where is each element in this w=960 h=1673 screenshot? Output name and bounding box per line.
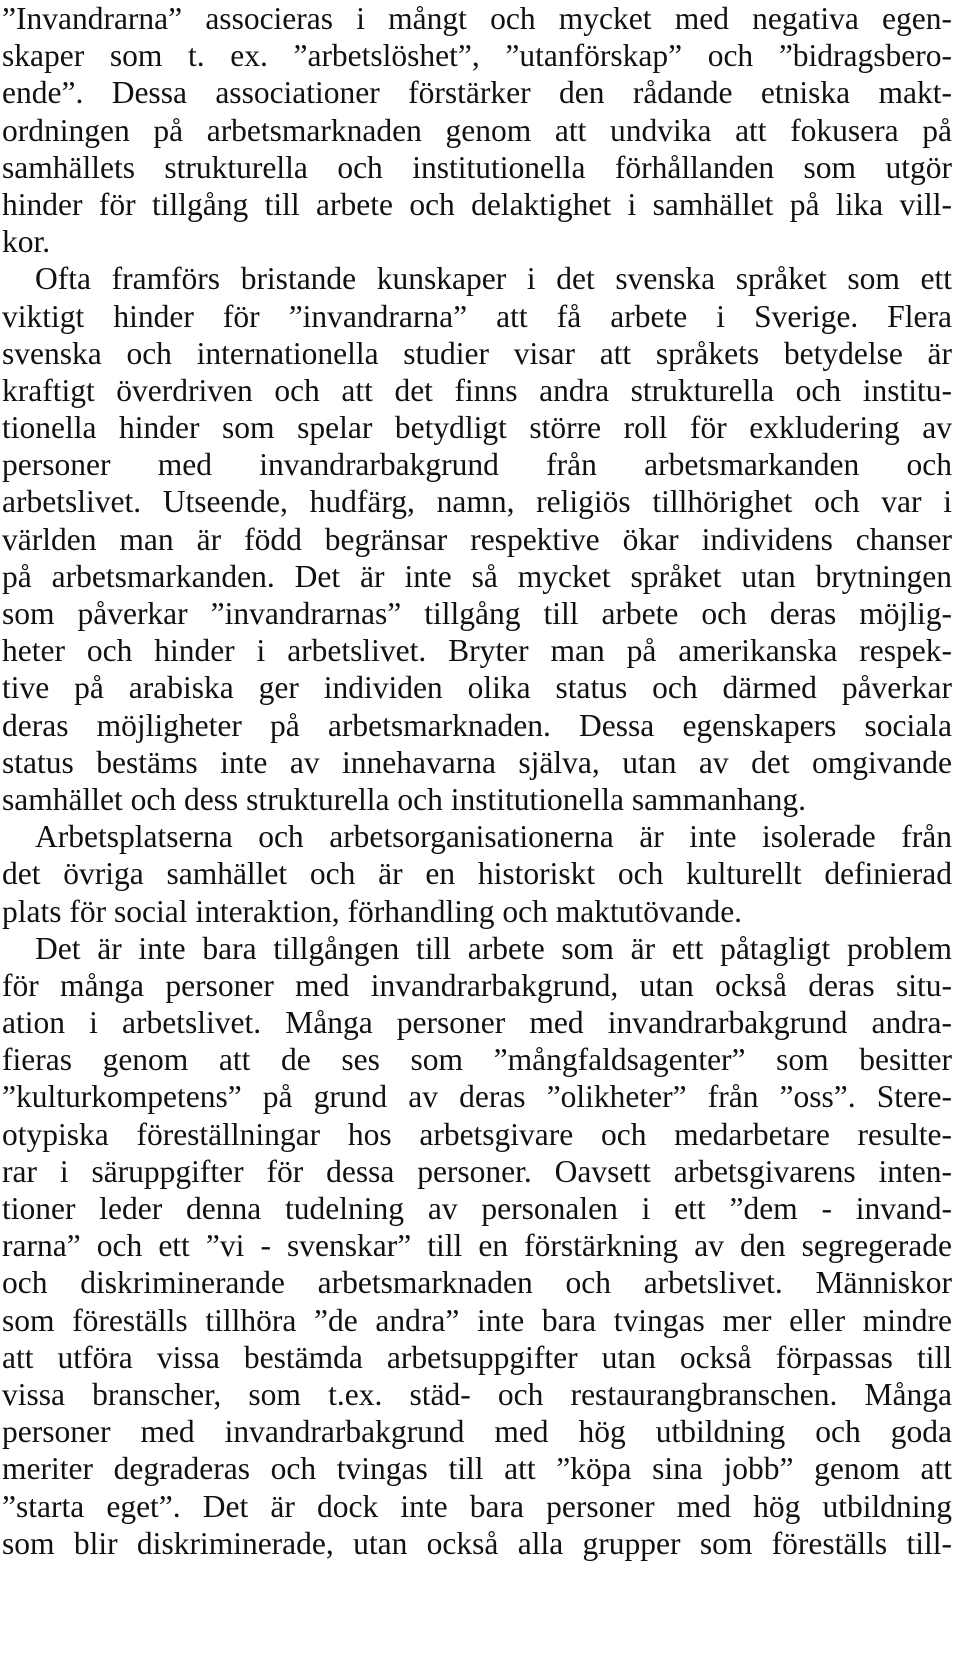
document-page [2,0,952,1562]
text-line: ”Invandrarna” associeras i mångt och mycket med negativa egen- [2,1,952,36]
text-line: ation i arbetslivet. Många personer med invandrarbakgrund andra- [2,1005,952,1041]
text-line: tive på arabiska ger individen olika status och därmed påverkar [2,670,952,706]
text-line: svenska och internationella studier visar att språkets betydelse är [2,335,952,371]
text-line: världen man är född begränsar respektive ökar individens chanser [2,521,952,557]
paragraph [2,260,952,818]
text-line: samhällets strukturella och institutionella förhållanden som utgör [2,149,952,185]
text-line: personer med invandrarbakgrund från arbetsmarkanden och [2,447,952,483]
text-line: det övriga samhället och är en historiskt och kulturellt definierad [2,856,952,892]
text-line: vissa branscher, som t.ex. städ- och restaurangbranschen. Många [2,1376,952,1412]
paragraph [2,0,952,260]
text-line: kraftigt överdriven och att det finns andra strukturella och institu- [2,372,952,408]
text-line: rar i säruppgifter för dessa personer. Oavsett arbetsgivarens inten- [2,1153,952,1189]
text-line: viktigt hinder för ”invandrarna” att få arbete i Sverige. Flera [2,298,952,334]
text-line: hinder för tillgång till arbete och delaktighet i samhället på lika vill- [2,186,952,222]
text-line: som föreställs tillhöra ”de andra” inte bara tvingas mer eller mindre [2,1302,952,1338]
text-line: personer med invandrarbakgrund med hög utbildning och goda [2,1414,952,1450]
text-line: otypiska föreställningar hos arbetsgivare och medarbetare resulte- [2,1116,952,1152]
text-line: status bestäms inte av innehavarna själva, utan av det omgivande [2,744,952,780]
text-line: för många personer med invandrarbakgrund, utan också deras situ- [2,967,952,1003]
paragraph [2,930,952,1562]
text-line: och diskriminerande arbetsmarknaden och arbetslivet. Människor [2,1265,952,1301]
text-line: ”kulturkompetens” på grund av deras ”olikheter” från ”oss”. Stere- [2,1079,952,1115]
text-line: ”starta eget”. Det är dock inte bara personer med hög utbildning [2,1488,952,1524]
text-line: Ofta framförs bristande kunskaper i det svenska språket som ett [35,261,952,297]
text-line: deras möjligheter på arbetsmarknaden. Dessa egenskapers sociala [2,707,952,743]
text-line: arbetslivet. Utseende, hudfärg, namn, religiös tillhörighet och var i [2,484,952,520]
text-line: tioner leder denna tudelning av personalen i ett ”dem - invand- [2,1191,952,1226]
paragraph [2,818,952,930]
text-line: Det är inte bara tillgången till arbete som är ett påtagligt problem [35,930,952,966]
text-line: heter och hinder i arbetslivet. Bryter man på amerikanska respek- [2,633,952,669]
text-line: Arbetsplatserna och arbetsorganisationerna är inte isolerade från [35,819,952,855]
text-line: på arbetsmarkanden. Det är inte så mycket språket utan brytningen [2,558,952,594]
text-line: ende”. Dessa associationer förstärker den rådande etniska makt- [2,75,952,111]
text-line: fieras genom att de ses som ”mångfaldsagenter” som besitter [2,1042,952,1078]
text-line: ordningen på arbetsmarknaden genom att undvika att fokusera på [2,112,952,148]
text-line: plats för social interaktion, förhandling och maktutövande. [2,893,743,929]
text-line: att utföra vissa bestämda arbetsuppgifter utan också förpassas till [2,1339,952,1375]
text-line: kor. [2,224,51,260]
text-line: tionella hinder som spelar betydligt större roll för exkludering av [2,410,952,446]
text-line: som påverkar ”invandrarnas” tillgång till arbete och deras möjlig- [2,596,952,631]
text-line: som blir diskriminerade, utan också alla grupper som föreställs till- [2,1525,952,1561]
text-line: meriter degraderas och tvingas till att ”köpa sina jobb” genom att [2,1451,952,1487]
text-line: skaper som t. ex. ”arbetslöshet”, ”utanförskap” och ”bidragsbero- [2,38,952,74]
text-line: rarna” och ett ”vi - svenskar” till en förstärkning av den segregerade [2,1228,952,1264]
text-line: samhället och dess strukturella och institutionella sammanhang. [2,781,806,817]
